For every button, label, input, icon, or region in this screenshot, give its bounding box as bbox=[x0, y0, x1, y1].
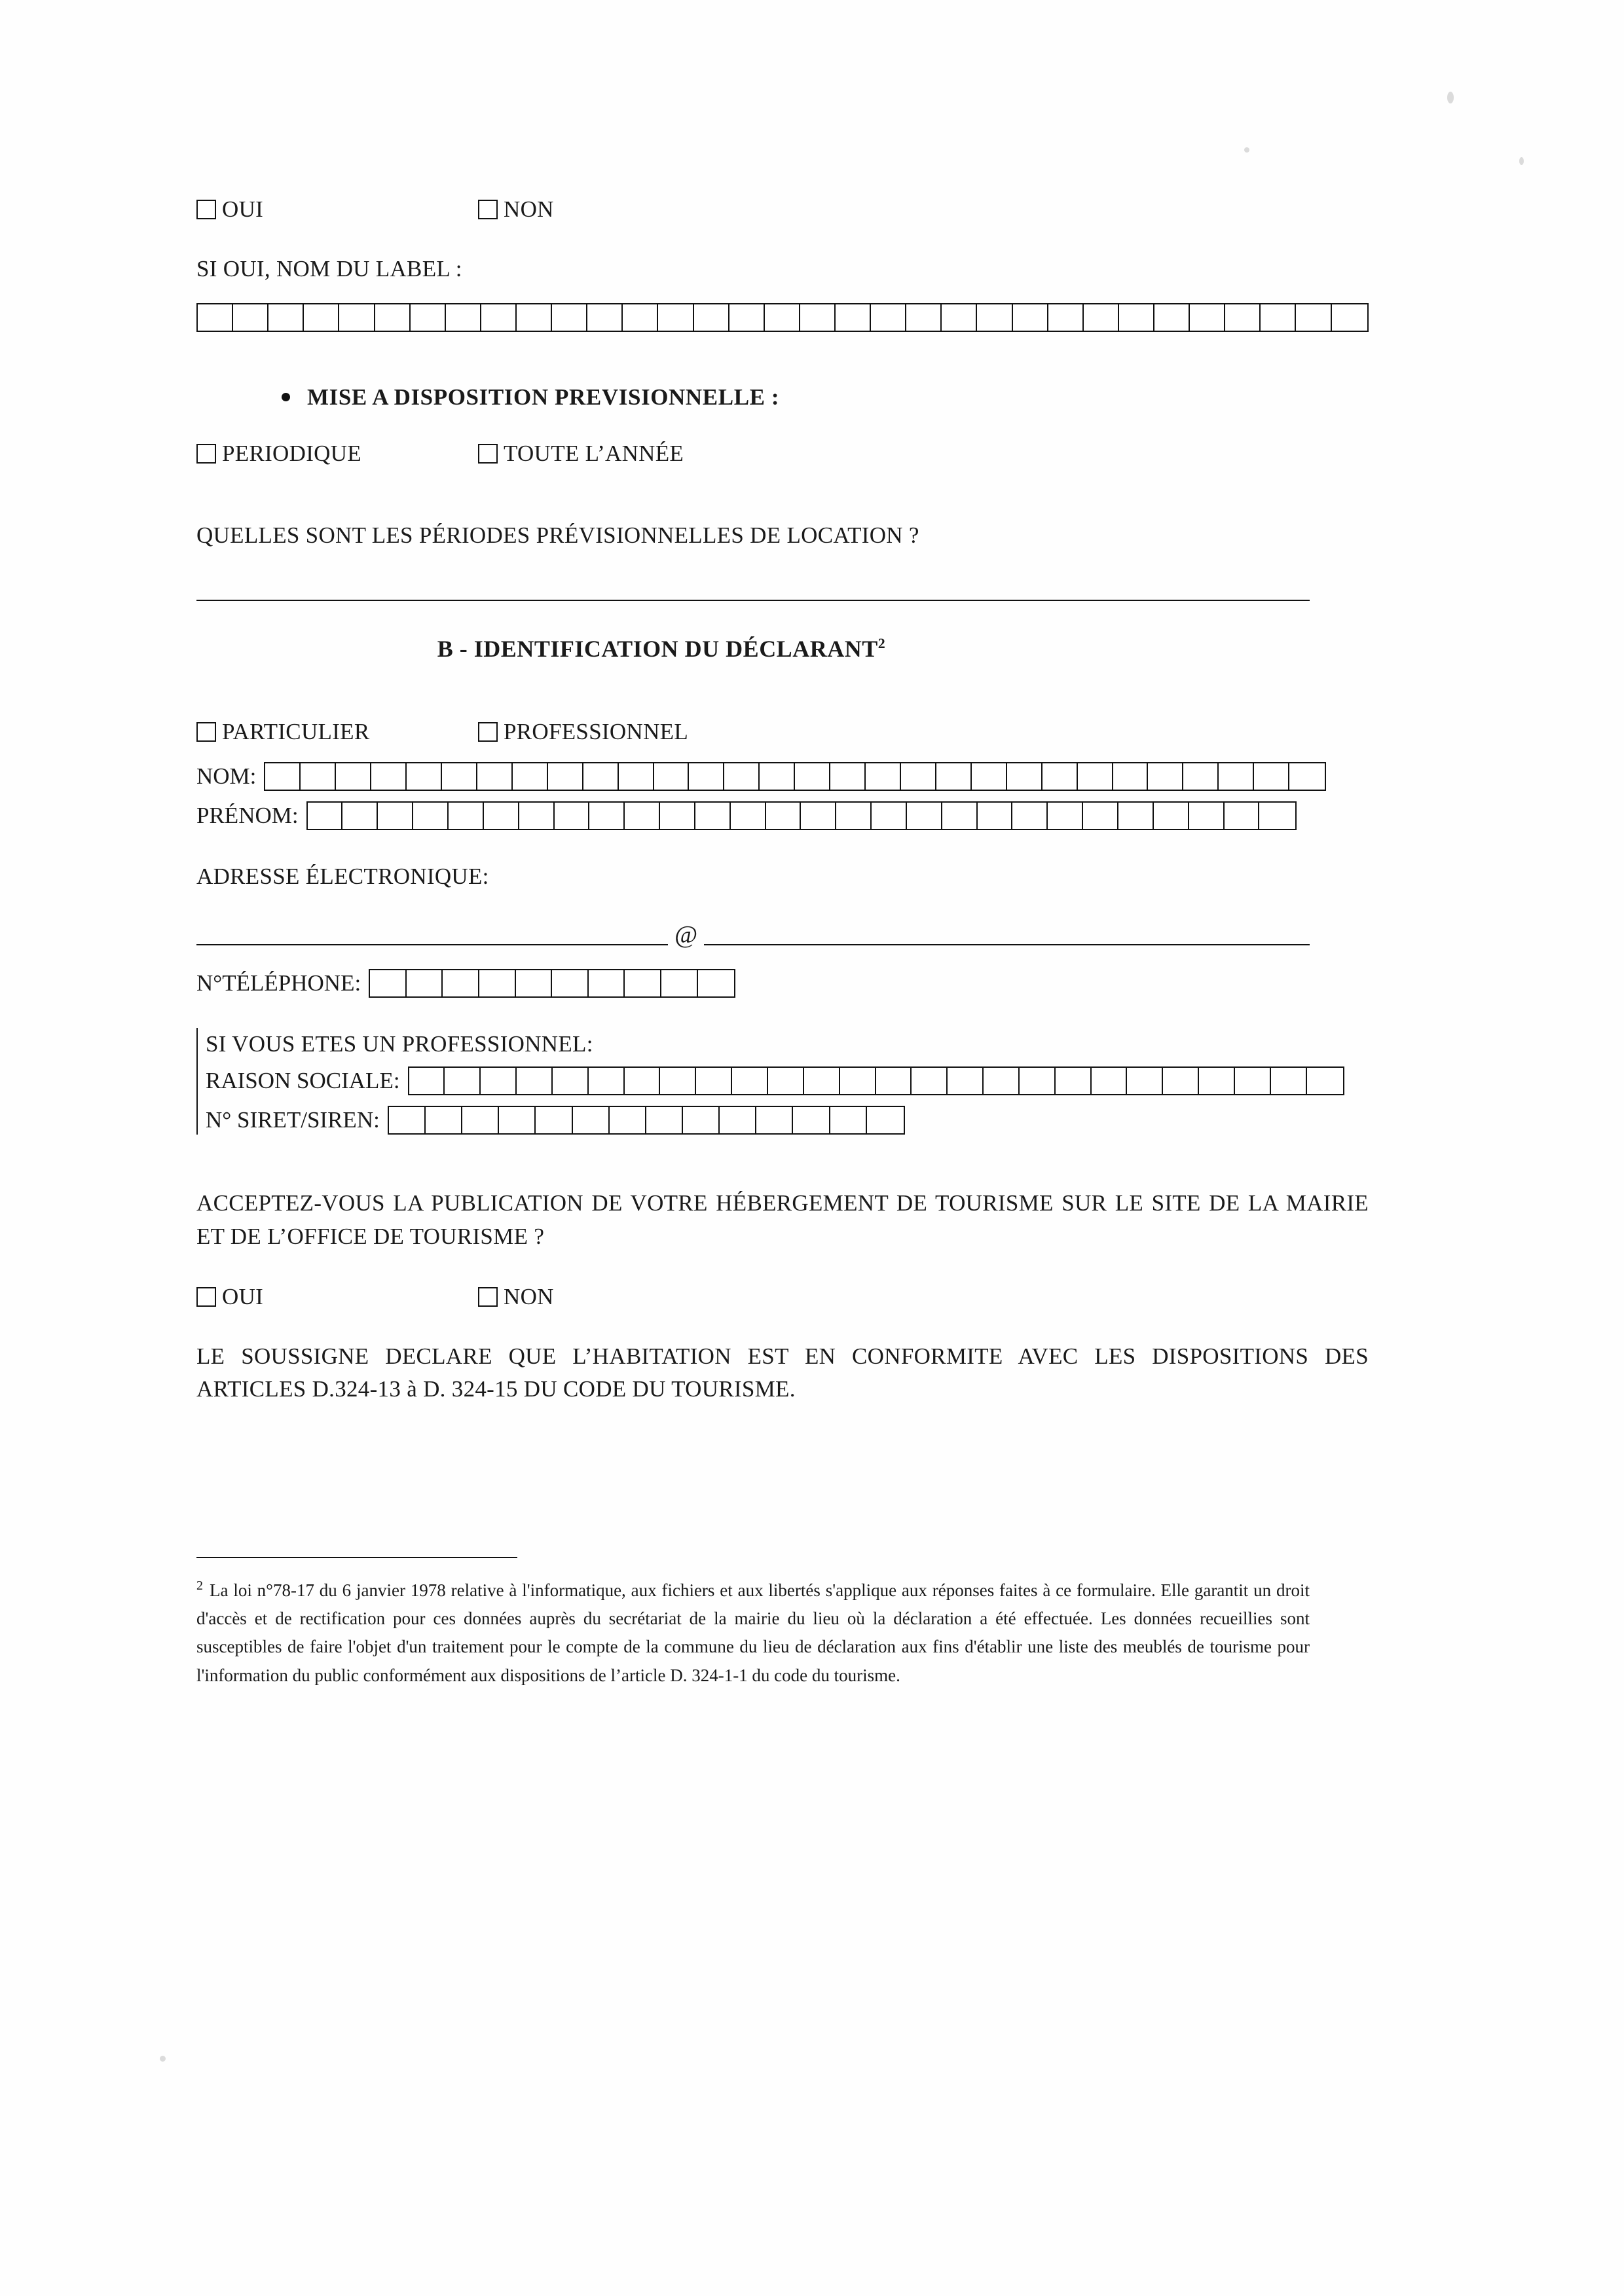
declaration-text: LE SOUSSIGNE DECLARE QUE L’HABITATION EST EN CONFORMITE AVEC LES DISPOSITIONS DES ARTICLES D.324-13 à D. 324-15 DU CODE DU TOURISME. bbox=[196, 1343, 1369, 1402]
comb-cell[interactable] bbox=[552, 304, 587, 331]
comb-cell[interactable] bbox=[426, 1107, 462, 1133]
comb-cell[interactable] bbox=[407, 763, 442, 790]
section-b-title bbox=[196, 635, 1126, 663]
comb-cell[interactable] bbox=[1296, 304, 1331, 331]
comb-cell[interactable] bbox=[301, 763, 336, 790]
siret-label: N° SIRET/SIREN: bbox=[206, 1107, 380, 1133]
availability-periodic-text: PERIODIQUE bbox=[222, 440, 361, 466]
phone-input[interactable] bbox=[369, 969, 735, 998]
comb-cell[interactable] bbox=[610, 1107, 646, 1133]
email-label: ADRESSE ÉLECTRONIQUE: bbox=[196, 863, 489, 889]
comb-cell[interactable] bbox=[1289, 763, 1325, 790]
comb-cell[interactable] bbox=[623, 304, 658, 331]
comb-cell[interactable] bbox=[1235, 1068, 1271, 1094]
comb-cell[interactable] bbox=[793, 1107, 830, 1133]
comb-cell[interactable] bbox=[948, 1068, 984, 1094]
comb-cell[interactable] bbox=[694, 304, 729, 331]
comb-cell[interactable] bbox=[756, 1107, 793, 1133]
comb-cell[interactable] bbox=[1092, 1068, 1128, 1094]
availability-allyear-text: TOUTE L’ANNÉE bbox=[504, 440, 684, 466]
comb-cell[interactable] bbox=[871, 304, 906, 331]
comb-cell[interactable] bbox=[481, 304, 517, 331]
comb-cell[interactable] bbox=[695, 803, 731, 829]
comb-cell[interactable] bbox=[654, 763, 690, 790]
publication-yes-text: OUI bbox=[222, 1283, 264, 1309]
comb-cell[interactable] bbox=[336, 763, 371, 790]
comb-cell[interactable] bbox=[866, 763, 901, 790]
comb-cell[interactable] bbox=[589, 970, 625, 996]
comb-cell[interactable] bbox=[198, 304, 233, 331]
comb-cell[interactable] bbox=[479, 970, 516, 996]
comb-cell[interactable] bbox=[449, 803, 484, 829]
checkbox-icon[interactable] bbox=[478, 722, 498, 742]
comb-cell[interactable] bbox=[548, 763, 583, 790]
comb-cell[interactable] bbox=[768, 1068, 804, 1094]
periods-question: QUELLES SONT LES PÉRIODES PRÉVISIONNELLES DE LOCATION ? bbox=[196, 522, 919, 548]
comb-cell[interactable] bbox=[407, 970, 443, 996]
declarant-professional-text: PROFESSIONNEL bbox=[504, 718, 689, 744]
comb-cell[interactable] bbox=[481, 1068, 517, 1094]
comb-cell[interactable] bbox=[840, 1068, 876, 1094]
publication-yes-option[interactable] bbox=[196, 1284, 478, 1310]
comb-cell[interactable] bbox=[409, 1068, 445, 1094]
comb-cell[interactable] bbox=[732, 1068, 768, 1094]
firstname-input[interactable] bbox=[306, 801, 1297, 830]
email-input[interactable] bbox=[196, 915, 1310, 952]
comb-cell[interactable] bbox=[413, 803, 449, 829]
availability-options-row bbox=[196, 441, 1395, 467]
comb-cell[interactable] bbox=[1199, 1068, 1235, 1094]
comb-cell[interactable] bbox=[1225, 803, 1260, 829]
lastname-input[interactable] bbox=[264, 762, 1326, 791]
comb-cell[interactable] bbox=[583, 763, 619, 790]
checkbox-icon[interactable] bbox=[478, 1287, 498, 1307]
declarant-professional-option[interactable] bbox=[478, 719, 688, 745]
comb-cell[interactable] bbox=[1183, 763, 1219, 790]
publication-question: ACCEPTEZ-VOUS LA PUBLICATION DE VOTRE HÉBERGEMENT DE TOURISME SUR LE SITE DE LA MAIRIE ET DE L’OFFICE DE TOURISME ? bbox=[196, 1190, 1369, 1249]
label-name-prompt: SI OUI, NOM DU LABEL : bbox=[196, 256, 462, 282]
comb-cell[interactable] bbox=[233, 304, 268, 331]
checkbox-icon[interactable] bbox=[196, 444, 216, 464]
comb-cell[interactable] bbox=[625, 1068, 661, 1094]
comb-cell[interactable] bbox=[795, 763, 830, 790]
checkbox-icon[interactable] bbox=[478, 200, 498, 219]
comb-cell[interactable] bbox=[1127, 1068, 1163, 1094]
bullet-icon bbox=[282, 393, 290, 401]
declarant-type-row bbox=[196, 719, 1395, 745]
comb-cell[interactable] bbox=[1118, 803, 1154, 829]
checkbox-icon[interactable] bbox=[196, 1287, 216, 1307]
comb-cell[interactable] bbox=[375, 304, 411, 331]
comb-cell[interactable] bbox=[339, 304, 375, 331]
comb-cell[interactable] bbox=[1154, 304, 1190, 331]
comb-cell[interactable] bbox=[800, 304, 836, 331]
comb-cell[interactable] bbox=[942, 304, 977, 331]
comb-cell[interactable] bbox=[342, 803, 378, 829]
comb-cell[interactable] bbox=[513, 763, 548, 790]
professional-intro: SI VOUS ETES UN PROFESSIONNEL: bbox=[206, 1031, 593, 1057]
firstname-label: PRÉNOM: bbox=[196, 802, 299, 828]
lastname-row bbox=[196, 762, 1395, 791]
comb-cell[interactable] bbox=[625, 970, 661, 996]
checkbox-icon[interactable] bbox=[478, 444, 498, 464]
comb-cell[interactable] bbox=[901, 763, 936, 790]
comb-cell[interactable] bbox=[462, 1107, 499, 1133]
comb-cell[interactable] bbox=[446, 304, 481, 331]
comb-cell[interactable] bbox=[876, 1068, 912, 1094]
checkbox-icon[interactable] bbox=[196, 722, 216, 742]
comb-cell[interactable] bbox=[1307, 1068, 1343, 1094]
comb-cell[interactable] bbox=[729, 304, 765, 331]
scan-artifact bbox=[1244, 147, 1249, 153]
comb-cell[interactable] bbox=[1048, 304, 1084, 331]
comb-cell[interactable] bbox=[555, 803, 590, 829]
footnote-marker: 2 bbox=[196, 1578, 203, 1593]
comb-cell[interactable] bbox=[1154, 803, 1189, 829]
comb-cell[interactable] bbox=[906, 304, 942, 331]
footnote bbox=[196, 1575, 1310, 1690]
availability-heading: MISE A DISPOSITION PREVISIONNELLE : bbox=[307, 384, 780, 410]
comb-cell[interactable] bbox=[760, 763, 795, 790]
comb-cell[interactable] bbox=[1083, 803, 1118, 829]
availability-periodic-option[interactable] bbox=[196, 441, 478, 467]
availability-allyear-option[interactable] bbox=[478, 441, 684, 467]
comb-cell[interactable] bbox=[304, 304, 339, 331]
comb-cell[interactable] bbox=[984, 1068, 1020, 1094]
phone-row bbox=[196, 969, 1395, 998]
comb-cell[interactable] bbox=[370, 970, 407, 996]
comb-cell[interactable] bbox=[661, 970, 698, 996]
section-b-title-text: B - IDENTIFICATION DU DÉCLARANT bbox=[437, 635, 878, 662]
comb-cell[interactable] bbox=[519, 803, 555, 829]
comb-cell[interactable] bbox=[1271, 1068, 1307, 1094]
declarant-individual-text: PARTICULIER bbox=[222, 718, 370, 744]
comb-cell[interactable] bbox=[804, 1068, 840, 1094]
comb-cell[interactable] bbox=[765, 304, 800, 331]
comb-cell[interactable] bbox=[724, 763, 760, 790]
firstname-row bbox=[196, 801, 1395, 830]
comb-cell[interactable] bbox=[1190, 304, 1225, 331]
comb-cell[interactable] bbox=[517, 304, 552, 331]
declarant-individual-option[interactable] bbox=[196, 719, 478, 745]
label-yes-option[interactable] bbox=[196, 196, 478, 223]
comb-cell[interactable] bbox=[1163, 1068, 1199, 1094]
comb-cell[interactable] bbox=[801, 803, 836, 829]
comb-cell[interactable] bbox=[830, 1107, 867, 1133]
comb-cell[interactable] bbox=[1332, 304, 1367, 331]
checkbox-icon[interactable] bbox=[196, 200, 216, 219]
footnote-text: La loi n°78-17 du 6 janvier 1978 relative à l'informatique, aux fichiers et aux libertés s'applique aux réponses faites à ce formulaire. Elle garantit un droit d'accès et de rectification pour ces données auprès du secrétariat de la mairie du lieu où la déclaration a été effectuée. Les données recueillies sont susceptibles de faire l'objet d'un traitement pour le compte de la commune du lieu de déclaration aux fins d'établir une liste des meublés de tourisme pour l'information du public conformément aux dispositions de l’article D. 324-1-1 du code du tourisme. bbox=[196, 1580, 1310, 1685]
phone-label: N°TÉLÉPHONE: bbox=[196, 970, 361, 996]
comb-cell[interactable] bbox=[625, 803, 660, 829]
comb-cell[interactable] bbox=[619, 763, 654, 790]
comb-cell[interactable] bbox=[646, 1107, 683, 1133]
comb-cell[interactable] bbox=[977, 304, 1012, 331]
comb-cell[interactable] bbox=[1048, 803, 1083, 829]
comb-cell[interactable] bbox=[658, 304, 693, 331]
comb-cell[interactable] bbox=[872, 803, 907, 829]
comb-cell[interactable] bbox=[912, 1068, 948, 1094]
comb-cell[interactable] bbox=[1119, 304, 1154, 331]
scan-artifact bbox=[1519, 157, 1524, 165]
comb-cell[interactable] bbox=[411, 304, 446, 331]
comb-cell[interactable] bbox=[683, 1107, 720, 1133]
comb-cell[interactable] bbox=[573, 1107, 610, 1133]
comb-cell[interactable] bbox=[836, 803, 872, 829]
availability-heading-row bbox=[282, 384, 1395, 410]
professional-block bbox=[196, 1028, 1395, 1135]
siret-row bbox=[206, 1106, 1395, 1135]
comb-cell[interactable] bbox=[1254, 763, 1289, 790]
publication-yesno-row bbox=[196, 1284, 1395, 1310]
comb-cell[interactable] bbox=[1007, 763, 1043, 790]
at-sign-icon: @ bbox=[668, 920, 704, 949]
comb-cell[interactable] bbox=[936, 763, 972, 790]
comb-cell[interactable] bbox=[698, 970, 735, 996]
publication-no-text: NON bbox=[504, 1283, 554, 1309]
comb-cell[interactable] bbox=[766, 803, 802, 829]
comb-cell[interactable] bbox=[1189, 803, 1225, 829]
comb-cell[interactable] bbox=[443, 970, 479, 996]
comb-cell[interactable] bbox=[589, 803, 625, 829]
comb-cell[interactable] bbox=[660, 1068, 696, 1094]
comb-cell[interactable] bbox=[371, 763, 407, 790]
comb-cell[interactable] bbox=[1225, 304, 1261, 331]
comb-cell[interactable] bbox=[972, 763, 1007, 790]
comb-cell[interactable] bbox=[477, 763, 513, 790]
label-yes-text: OUI bbox=[222, 196, 264, 222]
comb-cell[interactable] bbox=[1013, 304, 1048, 331]
comb-cell[interactable] bbox=[389, 1107, 426, 1133]
comb-cell[interactable] bbox=[553, 1068, 589, 1094]
comb-cell[interactable] bbox=[1148, 763, 1183, 790]
comb-cell[interactable] bbox=[696, 1068, 732, 1094]
comb-cell[interactable] bbox=[1012, 803, 1048, 829]
comb-cell[interactable] bbox=[536, 1107, 572, 1133]
comb-cell[interactable] bbox=[587, 304, 623, 331]
label-no-text: NON bbox=[504, 196, 554, 222]
label-yesno-row bbox=[196, 196, 1395, 223]
scan-artifact bbox=[160, 2056, 166, 2062]
comb-cell[interactable] bbox=[268, 304, 304, 331]
comb-cell[interactable] bbox=[1043, 763, 1078, 790]
comb-cell[interactable] bbox=[867, 1107, 904, 1133]
comb-cell[interactable] bbox=[720, 1107, 756, 1133]
comb-cell[interactable] bbox=[907, 803, 942, 829]
comb-cell[interactable] bbox=[516, 970, 553, 996]
comb-cell[interactable] bbox=[942, 803, 978, 829]
lastname-label: NOM: bbox=[196, 763, 257, 789]
comb-cell[interactable] bbox=[978, 803, 1013, 829]
company-row bbox=[206, 1066, 1395, 1095]
label-no-option[interactable] bbox=[478, 196, 554, 223]
comb-cell[interactable] bbox=[1113, 763, 1149, 790]
comb-cell[interactable] bbox=[442, 763, 477, 790]
siret-input[interactable] bbox=[388, 1106, 905, 1135]
section-b-footnote-marker: 2 bbox=[877, 634, 886, 651]
comb-cell[interactable] bbox=[378, 803, 413, 829]
comb-cell[interactable] bbox=[484, 803, 519, 829]
comb-cell[interactable] bbox=[1259, 803, 1295, 829]
label-name-input[interactable] bbox=[196, 303, 1369, 332]
comb-cell[interactable] bbox=[1261, 304, 1296, 331]
comb-cell[interactable] bbox=[830, 763, 866, 790]
comb-cell[interactable] bbox=[836, 304, 871, 331]
comb-cell[interactable] bbox=[517, 1068, 553, 1094]
comb-cell[interactable] bbox=[1078, 763, 1113, 790]
comb-cell[interactable] bbox=[265, 763, 301, 790]
email-underline bbox=[196, 944, 1310, 945]
comb-cell[interactable] bbox=[660, 803, 695, 829]
company-input[interactable] bbox=[408, 1066, 1344, 1095]
form-body bbox=[196, 196, 1395, 1690]
comb-cell[interactable] bbox=[499, 1107, 536, 1133]
scan-artifact bbox=[1447, 92, 1454, 103]
comb-cell[interactable] bbox=[308, 803, 343, 829]
publication-no-option[interactable] bbox=[478, 1284, 554, 1310]
comb-cell[interactable] bbox=[731, 803, 766, 829]
comb-cell[interactable] bbox=[1020, 1068, 1056, 1094]
comb-cell[interactable] bbox=[689, 763, 724, 790]
comb-cell[interactable] bbox=[1084, 304, 1119, 331]
comb-cell[interactable] bbox=[1219, 763, 1254, 790]
comb-cell[interactable] bbox=[445, 1068, 481, 1094]
comb-cell[interactable] bbox=[589, 1068, 625, 1094]
comb-cell[interactable] bbox=[1056, 1068, 1092, 1094]
company-label: RAISON SOCIALE: bbox=[206, 1068, 400, 1093]
comb-cell[interactable] bbox=[552, 970, 589, 996]
